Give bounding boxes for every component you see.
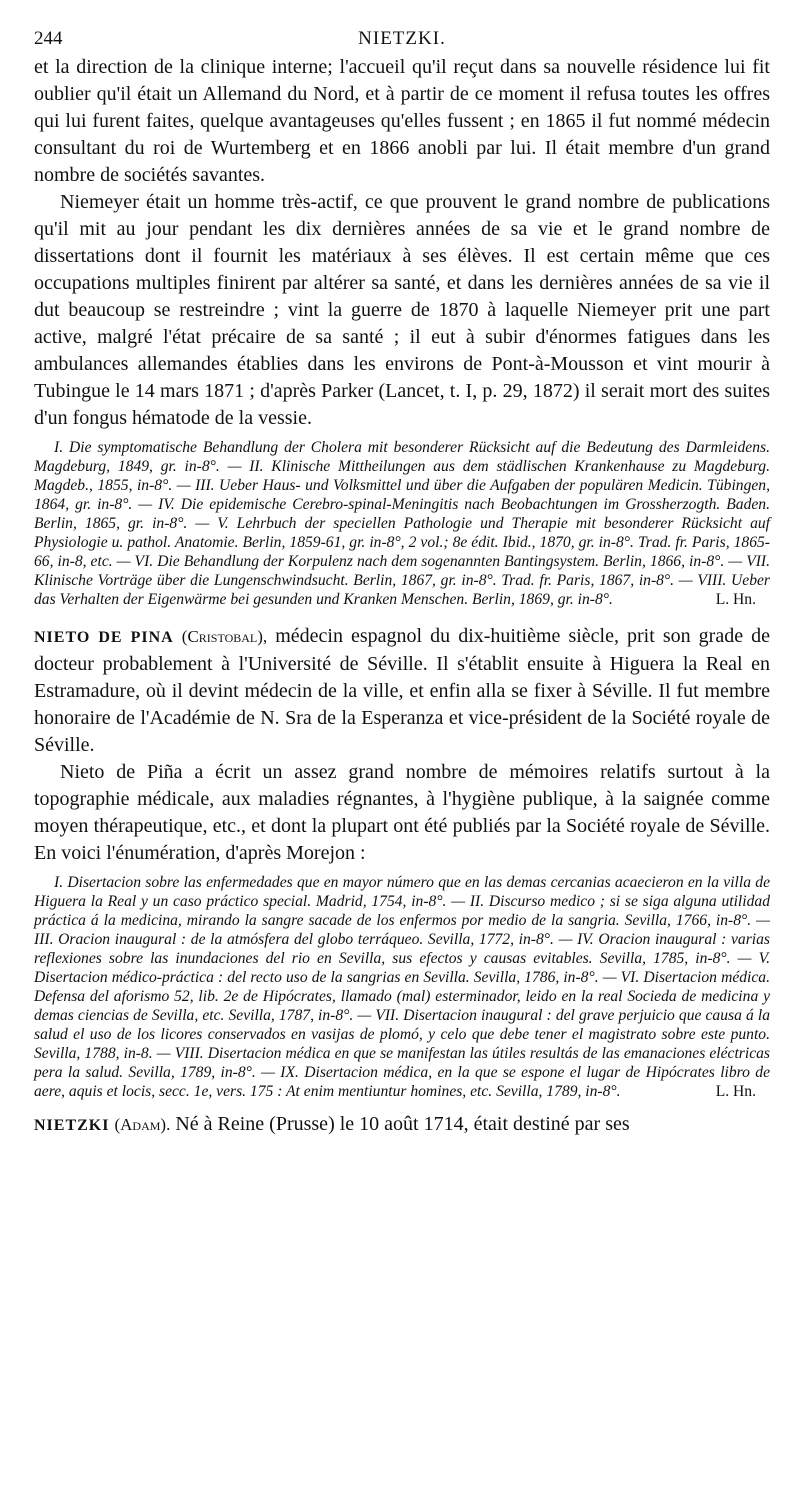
nieto-paragraph-1 [34,623,770,759]
nieto-bibliography-text: I. Disertacion sobre las enfermedades que en mayor número que en las demas cercanias acaecieron en la villa de Higuera la Real y un caso práctico special. Madrid, 1754, in-8°. — II. Discurso medico ; si se siga alguna utilidad práctica á la medicina, mirando la sangre sacade de los enfermos por medio de la sangria. Sevilla, 1766, in-8°. — III. Oracion inaugural : de la atmósfera del globo terráqueo. Sevilla, 1772, in-8°. — IV. Oracion inaugural : varias reflexiones sobre las inundaciones del rio en Sevilla, sus efectos y causas evitables. Sevilla, 1785, in-8°. — V. Disertacion médico-práctica : del recto uso de la sangrias en Sevilla. Sevilla, 1786, in-8°. — VI. Disertacion médica. Defensa del aforismo 52, lib. 2e de Hipócrates, llamado (mal) esterminador, leido en la real Socieda de medicina y demas ciencias de Sevilla, etc. Sevilla, 1787, in-8°. — VII. Disertacion inaugural : del grave perjuicio que causa á la salud el uso de los licores conservados en vasijas de plomó, y celo que debe tener el magistrato sobre este punto. Sevilla, 1788, in-8. — VIII. Disertacion médica en que se manifestan las útiles resultás de las emanaciones eléctricas pera la salud. Sevilla, 1789, in-8°. — IX. Disertacion médica, en la que se espone el lugar de Hipócrates libro de aere, aquis et locis, secc. 1e, vers. 175 : At enim mentiuntur homines, etc. Sevilla, 1789, in-8°. [34,874,770,1100]
niemeyer-paragraph-1: et la direction de la clinique interne; l'accueil qu'il reçut dans sa nouvelle résidence lui fit oublier qu'il était un Allemand du Nord, et à partir de ce moment il refusa toutes les offres qui lui furent faites, quelque avantageuses qu'elles fussent ; en 1865 il fut nommé médecin consultant du roi de Wurtemberg et en 1866 anobli par lui. Il était membre d'un grand nombre de sociétés savantes. [34,56,770,186]
nieto-headword: NIETO DE PINA [34,629,174,646]
nietzki-entry [34,1111,770,1139]
niemeyer-bibliography-text: I. Die symptomatische Behandlung der Cholera mit besonderer Rücksicht auf die Bedeutung des Darmleidens. Magdeburg, 1849, gr. in-8°. — II. Klinische Mittheilungen aus dem städlischen Krankenhause zu Magdeburg. Magdeb., 1855, in-8°. — III. Ueber Haus- und Volksmittel und über die Aufgaben der populären Medicin. Tübingen, 1864, gr. in-8°. — IV. Die epidemische Cerebro-spinal-Meningitis nach Beobachtungen im Grossherzogth. Baden. Berlin, 1865, gr. in-8°. — V. Lehrbuch der speciellen Pathologie und Therapie mit besonderer Rücksicht auf Physiologie u. pathol. Anatomie. Berlin, 1859-61, gr. in-8°, 2 vol.; 8e édit. Ibid., 1870, gr. in-8°. Trad. fr. Paris, 1865-66, in-8, etc. — VI. Die Behandlung der Korpulenz nach dem sogenannten Bantingsystem. Berlin, 1866, in-8°. — VII. Klinische Vorträge über die Lungenschwindsucht. Berlin, 1867, gr. in-8°. Trad. fr. Paris, 1867, in-8°. — VIII. Ueber das Verhalten der Eigenwärme bei gesunden und Kranken Menschen. Berlin, 1869, gr. in-8°. [34,439,770,608]
page-header [34,28,770,54]
nieto-bibliography [34,873,770,1101]
running-head: NIETZKI. [358,28,446,49]
nieto-signature: L. Hn. [715,1083,756,1100]
page-number: 244 [34,28,63,49]
nieto-given-name: (Cristobal), [181,627,268,646]
nieto-entry [34,623,770,1101]
nietzki-given-name: (Adam). [114,1115,171,1134]
nieto-paragraph-2: Nieto de Piña a écrit un assez grand nombre de mémoires relatifs surtout à la topographie médicale, aux maladies régnantes, à l'hygiène publique, à la saignée comme moyen thérapeutique, etc., et dont la plupart ont été publiés par la Société royale de Séville. En voici l'énumération, d'après Morejon : [34,761,770,864]
page [34,28,770,1139]
nietzki-text: Né à Reine (Prusse) le 10 août 1714, était destiné par ses [175,1113,630,1135]
niemeyer-paragraph-2: Niemeyer était un homme très-actif, ce que prouvent le grand nombre de publications qu'il mit au jour pendant les dix dernières années de sa vie et le grand nombre de dissertations dont il fournit les matériaux à ses élèves. Il est certain même que ces occupations multiples finirent par altérer sa santé, et dans les dernières années de sa vie il dut beaucoup se restreindre ; vint la guerre de 1870 à laquelle Niemeyer prit une part active, malgré l'état précaire de sa santé ; il eut à subir d'énormes fatigues dans les ambulances allemandes établies dans les environs de Pont-à-Mousson et vint mourir à Tubingue le 14 mars 1871 ; d'après Parker (Lancet, t. I, p. 29, 1872) il serait mort des suites d'un fongus hématode de la vessie. [34,191,770,429]
nietzki-headword: NIETZKI [34,1117,110,1134]
niemeyer-bibliography [34,438,770,609]
niemeyer-signature: L. Hn. [715,591,756,608]
nieto-paragraph-1-text: médecin espagnol du dix-huitième siècle, prit son grade de docteur probablement à l'Université de Séville. Il s'établit ensuite à Higuera la Real en Estramadure, où il devint médecin de la ville, et enfin alla se fixer à Séville. Il fut membre honoraire de l'Académie de N. Sra de la Esperanza et vice-président de la Société royale de Séville. [34,625,771,756]
niemeyer-entry [34,54,770,609]
nietzki-paragraph [34,1111,770,1139]
